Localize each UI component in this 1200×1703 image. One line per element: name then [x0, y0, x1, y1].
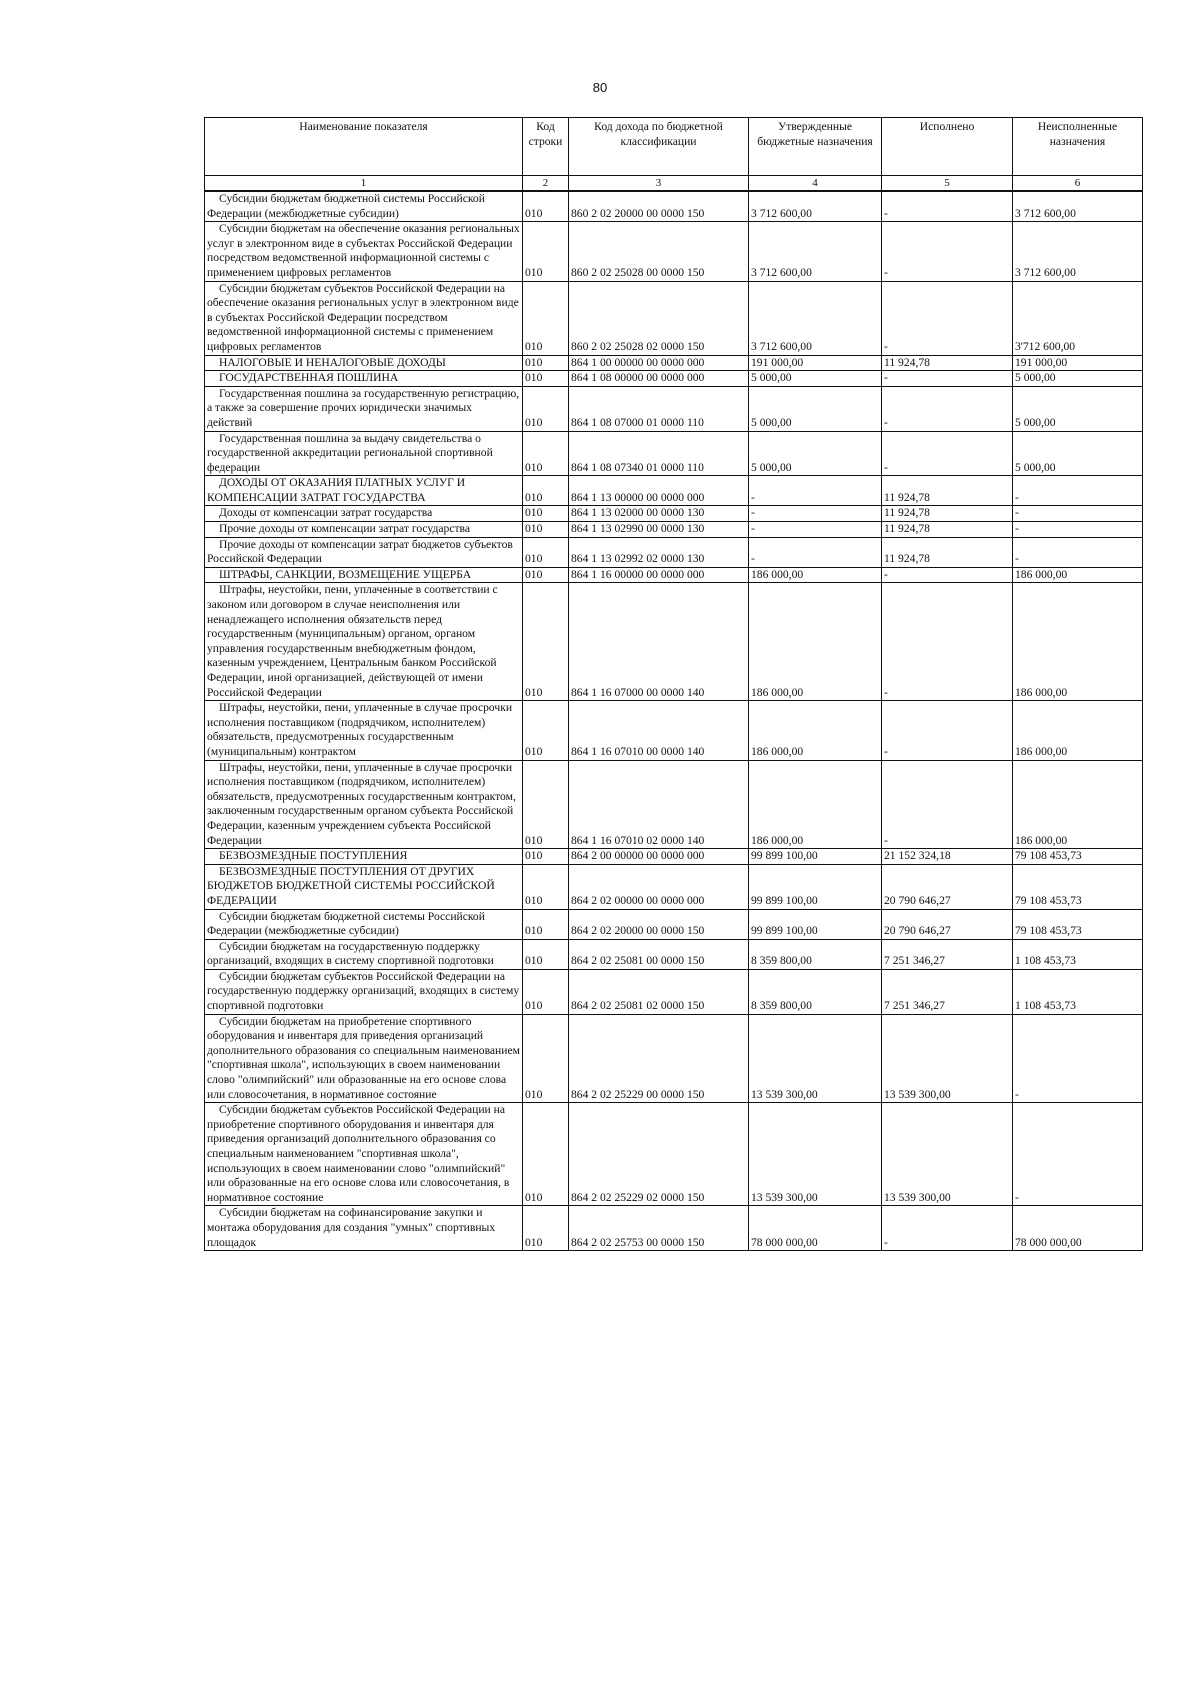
income-code-cell: 864 2 00 00000 00 0000 000 — [569, 849, 749, 865]
line-code-cell: 010 — [523, 567, 569, 583]
unexecuted-amount-cell: 1 108 453,73 — [1013, 939, 1143, 969]
table-row — [205, 1206, 1143, 1251]
unexecuted-amount-cell: 186 000,00 — [1013, 701, 1143, 760]
indicator-name-cell: Субсидии бюджетам бюджетной системы Российской Федерации (межбюджетные субсидии) — [205, 191, 523, 222]
income-code-cell: 864 1 08 07340 01 0000 110 — [569, 431, 749, 476]
income-code-cell: 860 2 02 25028 02 0000 150 — [569, 281, 749, 355]
column-index: 1 — [205, 176, 523, 192]
table-row — [205, 281, 1143, 355]
indicator-name-cell: Прочие доходы от компенсации затрат бюджетов субъектов Российской Федерации — [205, 537, 523, 567]
unexecuted-amount-cell: - — [1013, 476, 1143, 506]
executed-amount-cell: 7 251 346,27 — [882, 969, 1013, 1014]
header-executed: Исполнено — [882, 118, 1013, 176]
header-approved: Утвержденные бюджетные назначения — [749, 118, 882, 176]
indicator-name-cell: Прочие доходы от компенсации затрат государства — [205, 522, 523, 538]
income-code-cell: 860 2 02 20000 00 0000 150 — [569, 191, 749, 222]
line-code-cell: 010 — [523, 760, 569, 849]
indicator-name-cell: ДОХОДЫ ОТ ОКАЗАНИЯ ПЛАТНЫХ УСЛУГ И КОМПЕНСАЦИИ ЗАТРАТ ГОСУДАРСТВА — [205, 476, 523, 506]
approved-amount-cell: 5 000,00 — [749, 371, 882, 387]
income-code-cell: 864 2 02 25229 02 0000 150 — [569, 1103, 749, 1206]
income-code-cell: 864 1 16 00000 00 0000 000 — [569, 567, 749, 583]
approved-amount-cell: 13 539 300,00 — [749, 1014, 882, 1103]
line-code-cell: 010 — [523, 583, 569, 701]
line-code-cell: 010 — [523, 281, 569, 355]
indicator-name-cell: Государственная пошлина за государственную регистрацию, а также за совершение прочих юридически значимых действий — [205, 386, 523, 431]
table-row — [205, 939, 1143, 969]
executed-amount-cell: - — [882, 281, 1013, 355]
approved-amount-cell: 78 000 000,00 — [749, 1206, 882, 1251]
indicator-name-cell: Субсидии бюджетам на софинансирование закупки и монтажа оборудования для создания "умных" спортивных площадок — [205, 1206, 523, 1251]
income-code-cell: 864 1 13 02000 00 0000 130 — [569, 506, 749, 522]
income-code-cell: 864 2 02 25229 00 0000 150 — [569, 1014, 749, 1103]
header-indicator-name: Наименование показателя — [205, 118, 523, 176]
line-code-cell: 010 — [523, 969, 569, 1014]
approved-amount-cell: 8 359 800,00 — [749, 939, 882, 969]
unexecuted-amount-cell: 186 000,00 — [1013, 567, 1143, 583]
unexecuted-amount-cell: 79 108 453,73 — [1013, 849, 1143, 865]
executed-amount-cell: 21 152 324,18 — [882, 849, 1013, 865]
unexecuted-amount-cell: - — [1013, 1103, 1143, 1206]
approved-amount-cell: 5 000,00 — [749, 431, 882, 476]
indicator-name-cell: НАЛОГОВЫЕ И НЕНАЛОГОВЫЕ ДОХОДЫ — [205, 355, 523, 371]
executed-amount-cell: - — [882, 583, 1013, 701]
line-code-cell: 010 — [523, 1103, 569, 1206]
indicator-name-cell: Субсидии бюджетам субъектов Российской Федерации на приобретение спортивного оборудования и инвентаря для приведения организаций дополнительного образования со специальным наименованием "спортивная школа", использующих в своем наименовании слово "олимпийский" или образованные на его основе слова или словосочетания, в нормативное состояние — [205, 1103, 523, 1206]
executed-amount-cell: - — [882, 567, 1013, 583]
indicator-name-cell: ГОСУДАРСТВЕННАЯ ПОШЛИНА — [205, 371, 523, 387]
line-code-cell: 010 — [523, 522, 569, 538]
indicator-name-cell: БЕЗВОЗМЕЗДНЫЕ ПОСТУПЛЕНИЯ ОТ ДРУГИХ БЮДЖЕТОВ БЮДЖЕТНОЙ СИСТЕМЫ РОССИЙСКОЙ ФЕДЕРАЦИИ — [205, 864, 523, 909]
line-code-cell: 010 — [523, 355, 569, 371]
page-number: 80 — [592, 80, 608, 95]
unexecuted-amount-cell: 79 108 453,73 — [1013, 909, 1143, 939]
table-row — [205, 969, 1143, 1014]
unexecuted-amount-cell: 78 000 000,00 — [1013, 1206, 1143, 1251]
table-row — [205, 537, 1143, 567]
line-code-cell: 010 — [523, 537, 569, 567]
table-row — [205, 222, 1143, 281]
header-income-code: Код дохода по бюджетной классификации — [569, 118, 749, 176]
unexecuted-amount-cell: - — [1013, 537, 1143, 567]
executed-amount-cell: 7 251 346,27 — [882, 939, 1013, 969]
unexecuted-amount-cell: 186 000,00 — [1013, 760, 1143, 849]
column-index: 2 — [523, 176, 569, 192]
unexecuted-amount-cell: 1 108 453,73 — [1013, 969, 1143, 1014]
table-row — [205, 909, 1143, 939]
table-row — [205, 1103, 1143, 1206]
indicator-name-cell: Штрафы, неустойки, пени, уплаченные в случае просрочки исполнения поставщиком (подрядчиком, исполнителем) обязательств, предусмотренных государственным контрактом, заключенным государственным органом субъекта Российской Федерации, казенным учреждением субъекта Российской Федерации — [205, 760, 523, 849]
approved-amount-cell: 3 712 600,00 — [749, 281, 882, 355]
approved-amount-cell: 186 000,00 — [749, 567, 882, 583]
income-code-cell: 864 1 08 07000 01 0000 110 — [569, 386, 749, 431]
approved-amount-cell: 99 899 100,00 — [749, 909, 882, 939]
income-code-cell: 864 1 00 00000 00 0000 000 — [569, 355, 749, 371]
indicator-name-cell: Субсидии бюджетам на обеспечение оказания региональных услуг в электронном виде в субъектах Российской Федерации посредством ведомственной информационной системы с применением цифровых регламентов — [205, 222, 523, 281]
income-code-cell: 864 1 13 02990 00 0000 130 — [569, 522, 749, 538]
table-row — [205, 431, 1143, 476]
executed-amount-cell: 11 924,78 — [882, 355, 1013, 371]
table-row — [205, 386, 1143, 431]
executed-amount-cell: 11 924,78 — [882, 476, 1013, 506]
table-row — [205, 476, 1143, 506]
table-row — [205, 191, 1143, 222]
executed-amount-cell: 11 924,78 — [882, 522, 1013, 538]
unexecuted-amount-cell: 191 000,00 — [1013, 355, 1143, 371]
line-code-cell: 010 — [523, 849, 569, 865]
unexecuted-amount-cell: 79 108 453,73 — [1013, 864, 1143, 909]
line-code-cell: 010 — [523, 371, 569, 387]
table-header — [205, 118, 1143, 192]
table-row — [205, 701, 1143, 760]
executed-amount-cell: - — [882, 701, 1013, 760]
line-code-cell: 010 — [523, 1206, 569, 1251]
unexecuted-amount-cell: 5 000,00 — [1013, 386, 1143, 431]
table-body — [205, 191, 1143, 1251]
indicator-name-cell: Субсидии бюджетам на государственную поддержку организаций, входящих в систему спортивной подготовки — [205, 939, 523, 969]
header-unexecuted: Неисполненные назначения — [1013, 118, 1143, 176]
indicator-name-cell: Субсидии бюджетам субъектов Российской Федерации на обеспечение оказания региональных услуг в электронном виде в субъектах Российской Федерации посредством ведомственной информационной системы с применением цифровых регламентов — [205, 281, 523, 355]
approved-amount-cell: 13 539 300,00 — [749, 1103, 882, 1206]
header-line-code: Код строки — [523, 118, 569, 176]
table-row — [205, 522, 1143, 538]
table-row — [205, 355, 1143, 371]
income-code-cell: 860 2 02 25028 00 0000 150 — [569, 222, 749, 281]
approved-amount-cell: 186 000,00 — [749, 583, 882, 701]
indicator-name-cell: ШТРАФЫ, САНКЦИИ, ВОЗМЕЩЕНИЕ УЩЕРБА — [205, 567, 523, 583]
executed-amount-cell: - — [882, 431, 1013, 476]
unexecuted-amount-cell: 3 712 600,00 — [1013, 191, 1143, 222]
income-code-cell: 864 1 08 00000 00 0000 000 — [569, 371, 749, 387]
table-row — [205, 583, 1143, 701]
indicator-name-cell: Субсидии бюджетам бюджетной системы Российской Федерации (межбюджетные субсидии) — [205, 909, 523, 939]
indicator-name-cell: Штрафы, неустойки, пени, уплаченные в случае просрочки исполнения поставщиком (подрядчиком, исполнителем) обязательств, предусмотренных государственным (муниципальным) контрактом — [205, 701, 523, 760]
executed-amount-cell: 13 539 300,00 — [882, 1014, 1013, 1103]
column-index: 6 — [1013, 176, 1143, 192]
income-code-cell: 864 2 02 25081 02 0000 150 — [569, 969, 749, 1014]
unexecuted-amount-cell: 5 000,00 — [1013, 431, 1143, 476]
approved-amount-cell: 3 712 600,00 — [749, 191, 882, 222]
line-code-cell: 010 — [523, 701, 569, 760]
table-row — [205, 1014, 1143, 1103]
approved-amount-cell: 186 000,00 — [749, 760, 882, 849]
approved-amount-cell: - — [749, 506, 882, 522]
indicator-name-cell: Субсидии бюджетам на приобретение спортивного оборудования и инвентаря для приведения организаций дополнительного образования со специальным наименованием "спортивная школа", использующих в своем наименовании слово "олимпийский" или образованные на его основе слова или словосочетания, в нормативное состояние — [205, 1014, 523, 1103]
approved-amount-cell: 5 000,00 — [749, 386, 882, 431]
table-row — [205, 849, 1143, 865]
indicator-name-cell: Доходы от компенсации затрат государства — [205, 506, 523, 522]
approved-amount-cell: 8 359 800,00 — [749, 969, 882, 1014]
approved-amount-cell: 99 899 100,00 — [749, 864, 882, 909]
indicator-name-cell: Государственная пошлина за выдачу свидетельства о государственной аккредитации региональной спортивной федерации — [205, 431, 523, 476]
line-code-cell: 010 — [523, 431, 569, 476]
executed-amount-cell: 11 924,78 — [882, 537, 1013, 567]
executed-amount-cell: 20 790 646,27 — [882, 864, 1013, 909]
executed-amount-cell: - — [882, 760, 1013, 849]
unexecuted-amount-cell: - — [1013, 506, 1143, 522]
income-code-cell: 864 1 13 00000 00 0000 000 — [569, 476, 749, 506]
unexecuted-amount-cell: - — [1013, 1014, 1143, 1103]
indicator-name-cell: Субсидии бюджетам субъектов Российской Федерации на государственную поддержку организаций, входящих в систему спортивной подготовки — [205, 969, 523, 1014]
line-code-cell: 010 — [523, 864, 569, 909]
unexecuted-amount-cell: - — [1013, 522, 1143, 538]
unexecuted-amount-cell: 3 712 600,00 — [1013, 222, 1143, 281]
line-code-cell: 010 — [523, 1014, 569, 1103]
table-row — [205, 567, 1143, 583]
line-code-cell: 010 — [523, 909, 569, 939]
line-code-cell: 010 — [523, 506, 569, 522]
table-row — [205, 371, 1143, 387]
line-code-cell: 010 — [523, 476, 569, 506]
approved-amount-cell: - — [749, 522, 882, 538]
unexecuted-amount-cell: 3'712 600,00 — [1013, 281, 1143, 355]
executed-amount-cell: - — [882, 1206, 1013, 1251]
line-code-cell: 010 — [523, 222, 569, 281]
income-code-cell: 864 1 16 07010 02 0000 140 — [569, 760, 749, 849]
income-code-cell: 864 1 13 02992 02 0000 130 — [569, 537, 749, 567]
line-code-cell: 010 — [523, 191, 569, 222]
approved-amount-cell: 191 000,00 — [749, 355, 882, 371]
executed-amount-cell: - — [882, 191, 1013, 222]
budget-execution-table — [204, 117, 1143, 1251]
approved-amount-cell: - — [749, 537, 882, 567]
column-index: 3 — [569, 176, 749, 192]
income-code-cell: 864 2 02 00000 00 0000 000 — [569, 864, 749, 909]
executed-amount-cell: 11 924,78 — [882, 506, 1013, 522]
executed-amount-cell: - — [882, 222, 1013, 281]
indicator-name-cell: Штрафы, неустойки, пени, уплаченные в соответствии с законом или договором в случае неисполнения или ненадлежащего исполнения обязательств перед государственным (муниципальным) органом, органом управления государственным внебюджетным фондом, казенным учреждением, Центральным банком Российской Федерации, иной организацией, действующей от имени Российской Федерации — [205, 583, 523, 701]
table-row — [205, 760, 1143, 849]
executed-amount-cell: 13 539 300,00 — [882, 1103, 1013, 1206]
approved-amount-cell: 186 000,00 — [749, 701, 882, 760]
approved-amount-cell: 3 712 600,00 — [749, 222, 882, 281]
income-code-cell: 864 2 02 20000 00 0000 150 — [569, 909, 749, 939]
table-row — [205, 864, 1143, 909]
income-code-cell: 864 2 02 25753 00 0000 150 — [569, 1206, 749, 1251]
unexecuted-amount-cell: 186 000,00 — [1013, 583, 1143, 701]
column-index: 4 — [749, 176, 882, 192]
line-code-cell: 010 — [523, 386, 569, 431]
approved-amount-cell: - — [749, 476, 882, 506]
income-code-cell: 864 1 16 07000 00 0000 140 — [569, 583, 749, 701]
income-code-cell: 864 1 16 07010 00 0000 140 — [569, 701, 749, 760]
indicator-name-cell: БЕЗВОЗМЕЗДНЫЕ ПОСТУПЛЕНИЯ — [205, 849, 523, 865]
table-row — [205, 506, 1143, 522]
approved-amount-cell: 99 899 100,00 — [749, 849, 882, 865]
executed-amount-cell: - — [882, 371, 1013, 387]
executed-amount-cell: 20 790 646,27 — [882, 909, 1013, 939]
unexecuted-amount-cell: 5 000,00 — [1013, 371, 1143, 387]
column-index: 5 — [882, 176, 1013, 192]
line-code-cell: 010 — [523, 939, 569, 969]
executed-amount-cell: - — [882, 386, 1013, 431]
income-code-cell: 864 2 02 25081 00 0000 150 — [569, 939, 749, 969]
